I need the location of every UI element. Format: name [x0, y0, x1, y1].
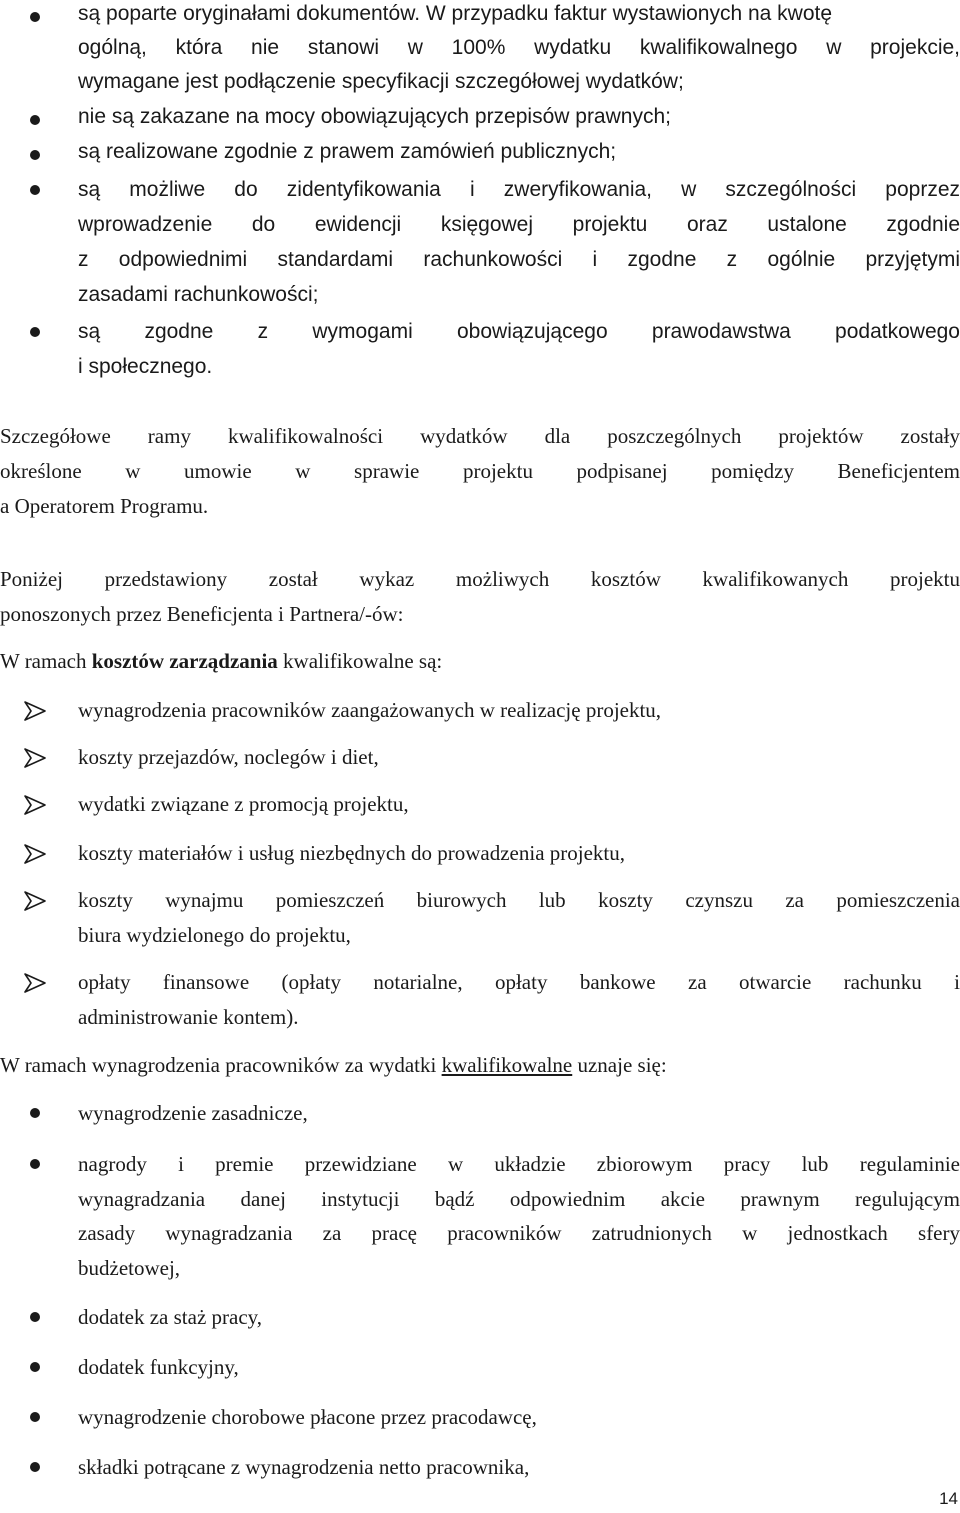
text-line: Szczegółowe ramy kwalifikowalności wydatków dla poszczególnych projektów zostały: [0, 424, 960, 448]
text-line: wynagrodzenie chorobowe płacone przez pracodawcę,: [78, 1405, 537, 1429]
text-line: są realizowane zgodnie z prawem zamówień publicznych;: [78, 140, 617, 163]
bullet-dot-icon: [30, 1412, 40, 1422]
text-line: biura wydzielonego do projektu,: [78, 923, 351, 947]
text-line: są zgodne z wymogami obowiązującego prawodawstwa podatkowego: [78, 320, 960, 343]
underlined-text: kwalifikowalne: [441, 1053, 573, 1077]
text-line: zasady wynagradzania za pracę pracowników zatrudnionych w jednostkach sfery: [78, 1221, 960, 1245]
text-line: ogólną, która nie stanowi w 100% wydatku kwalifikowalnego w projekcie,: [78, 36, 960, 59]
bullet-dot-icon: [30, 115, 40, 125]
text-line: dodatek za staż pracy,: [78, 1305, 263, 1329]
arrow-bullet-icon: [22, 794, 48, 816]
text-line: ponoszonych przez Beneficjenta i Partnera/-ów:: [0, 602, 404, 626]
text-line: [0, 644, 960, 678]
text-line: nagrody i premie przewidziane w układzie zbiorowym pracy lub regulaminie: [78, 1152, 960, 1176]
text-line: wynagrodzenie zasadnicze,: [78, 1101, 308, 1125]
bullet-dot-icon: [30, 185, 40, 195]
arrow-bullet-icon: [22, 700, 48, 722]
text-line: [0, 1048, 960, 1082]
text-run: uznaje się:: [572, 1053, 667, 1077]
text-run: kwalifikowalne są:: [277, 649, 443, 673]
text-line: są poparte oryginałami dokumentów. W przypadku faktur wystawionych na kwotę: [78, 2, 833, 25]
text-line: administrowanie kontem).: [78, 1005, 299, 1029]
text-line: składki potrącane z wynagrodzenia netto pracownika,: [78, 1455, 530, 1479]
text-run: W ramach wynagrodzenia pracowników za wydatki: [0, 1053, 442, 1077]
bullet-dot-icon: [30, 1462, 40, 1472]
text-line: nie są zakazane na mocy obowiązujących przepisów prawnych;: [78, 105, 671, 128]
text-line: koszty wynajmu pomieszczeń biurowych lub koszty czynszu za pomieszczenia: [78, 888, 960, 912]
text-line: są możliwe do zidentyfikowania i zweryfikowania, w szczególności poprzez: [78, 178, 960, 201]
bullet-dot-icon: [30, 327, 40, 337]
bullet-dot-icon: [30, 12, 40, 22]
text-line: wydatki związane z promocją projektu,: [78, 792, 409, 816]
bold-text: kosztów zarządzania: [91, 649, 278, 673]
text-line: a Operatorem Programu.: [0, 494, 209, 518]
text-run: W ramach: [0, 649, 92, 673]
text-line: koszty materiałów i usług niezbędnych do prowadzenia projektu,: [78, 841, 626, 865]
text-line: określone w umowie w sprawie projektu podpisanej pomiędzy Beneficjentem: [0, 459, 960, 483]
text-line: wynagrodzenia pracowników zaangażowanych w realizację projektu,: [78, 698, 662, 722]
text-line: z odpowiednimi standardami rachunkowości i zgodne z ogólnie przyjętymi: [78, 248, 960, 271]
arrow-bullet-icon: [22, 747, 48, 769]
text-line: i społecznego.: [78, 355, 213, 378]
bullet-dot-icon: [30, 1312, 40, 1322]
arrow-bullet-icon: [22, 890, 48, 912]
page-number: 14: [939, 1489, 958, 1508]
text-line: dodatek funkcyjny,: [78, 1355, 239, 1379]
text-line: opłaty finansowe (opłaty notarialne, opłaty bankowe za otwarcie rachunku i: [78, 970, 960, 994]
arrow-bullet-icon: [22, 843, 48, 865]
text-line: wynagradzania danej instytucji bądź odpowiednim akcie prawnym regulującym: [78, 1187, 960, 1211]
bullet-dot-icon: [30, 1108, 40, 1118]
text-line: budżetowej,: [78, 1256, 181, 1280]
text-line: Poniżej przedstawiony został wykaz możliwych kosztów kwalifikowanych projektu: [0, 567, 960, 591]
text-line: wprowadzenie do ewidencji księgowej projektu oraz ustalone zgodnie: [78, 213, 960, 236]
text-line: zasadami rachunkowości;: [78, 283, 319, 306]
text-line: wymagane jest podłączenie specyfikacji szczegółowej wydatków;: [78, 70, 684, 93]
bullet-dot-icon: [30, 150, 40, 160]
text-line: koszty przejazdów, noclegów i diet,: [78, 745, 379, 769]
bullet-dot-icon: [30, 1159, 40, 1169]
arrow-bullet-icon: [22, 972, 48, 994]
bullet-dot-icon: [30, 1362, 40, 1372]
